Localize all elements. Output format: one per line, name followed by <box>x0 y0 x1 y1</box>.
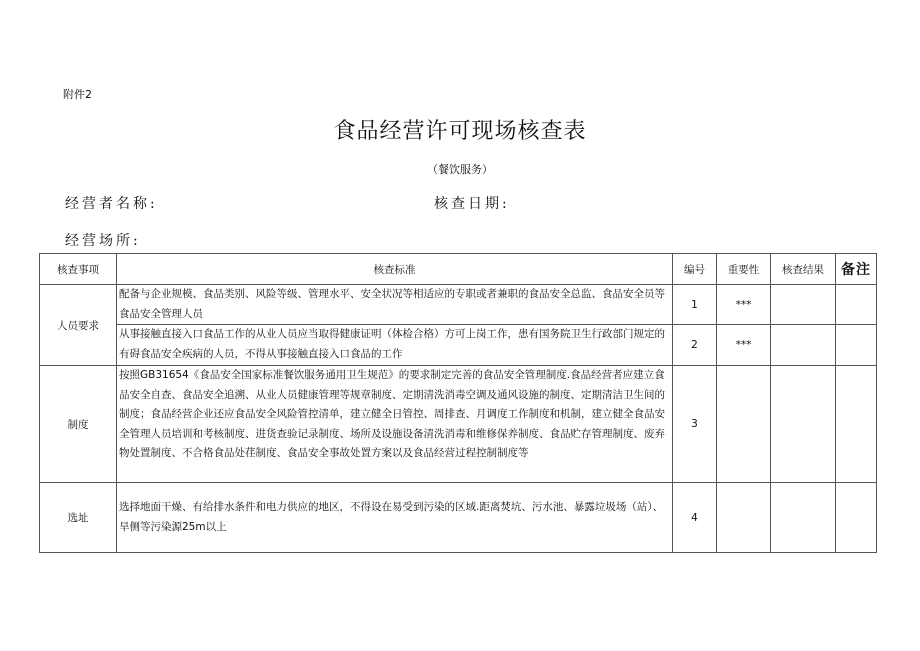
row-result-cell[interactable] <box>771 366 836 483</box>
operator-name-label: 经营者名称: <box>65 196 158 212</box>
row-importance: *** <box>717 285 771 325</box>
column-header-item: 核查事项 <box>40 254 117 285</box>
row-result-cell[interactable] <box>771 483 836 553</box>
table-header-row <box>40 254 877 285</box>
row-item-personnel: 人员要求 <box>40 285 117 366</box>
row-note-cell[interactable] <box>836 285 877 325</box>
row-item-site: 选址 <box>40 483 117 553</box>
row-result-cell[interactable] <box>771 325 836 366</box>
column-header-standard: 核查标准 <box>117 254 673 285</box>
inspection-date-label: 核查日期: <box>434 196 510 212</box>
row-note-cell[interactable] <box>836 483 877 553</box>
row-item-system: 制度 <box>40 366 117 483</box>
column-header-importance: 重要性 <box>717 254 771 285</box>
table-row <box>40 366 877 483</box>
row-importance <box>717 483 771 553</box>
table-row <box>40 483 877 553</box>
page-title: 食品经营许可现场核查表 <box>333 119 587 144</box>
row-number: 2 <box>673 325 717 366</box>
page-subtitle: （餐饮服务） <box>427 163 493 176</box>
row-standard: 从事接触直接入口食品工作的从业人员应当取得健康证明（体检合格）方可上岗工作，患有国务院卫生行政部门规定的有碍食品安全疾病的人员，不得从事接触直接入口食品的工作 <box>117 325 673 366</box>
row-standard: 选择地面干燥、有给排水条件和电力供应的地区，不得设在易受到污染的区域.距离焚坑、污水池、暴露垃圾场（站）、旱侧等污染源25m以上 <box>117 483 673 553</box>
row-result-cell[interactable] <box>771 285 836 325</box>
table-row <box>40 285 877 325</box>
attachment-label: 附件2 <box>63 88 92 101</box>
row-importance: *** <box>717 325 771 366</box>
business-place-label: 经营场所: <box>65 233 141 249</box>
column-header-note: 备注 <box>836 254 877 285</box>
inspection-table <box>39 253 877 553</box>
row-standard: 配备与企业规模、食品类别、风险等级、管理水平、安全状况等相适应的专职或者兼职的食品安全总监、食品安全员等食品安全管理人员 <box>117 285 673 325</box>
column-header-number: 编号 <box>673 254 717 285</box>
row-number: 4 <box>673 483 717 553</box>
row-standard: 按照GB31654《食品安全国家标准餐饮服务通用卫生规范》的要求制定完善的食品安全管理制度.食品经营者应建立食品安全自查、食品安全追溯、从业人员健康管理等规章制度、定期清洗消毒空调及通风设施的制度、定期清洁卫生间的制度；食品经营企业还应食品安全风险管控清单，建立健全日管控、周排查、月调度工作制度和机制，建立健全食品安全管理人员培训和考核制度、进货查验记录制度、场所及设施设备清洗消毒和维修保养制度、食品贮存管理制度、废弃物处置制度、不合格食品处荏制度、食品安全事故处置方案以及食品经营过程控制制度等 <box>117 366 673 483</box>
column-header-result: 核查结果 <box>771 254 836 285</box>
row-number: 3 <box>673 366 717 483</box>
row-note-cell[interactable] <box>836 366 877 483</box>
row-note-cell[interactable] <box>836 325 877 366</box>
table-row <box>40 325 877 366</box>
row-number: 1 <box>673 285 717 325</box>
row-importance <box>717 366 771 483</box>
